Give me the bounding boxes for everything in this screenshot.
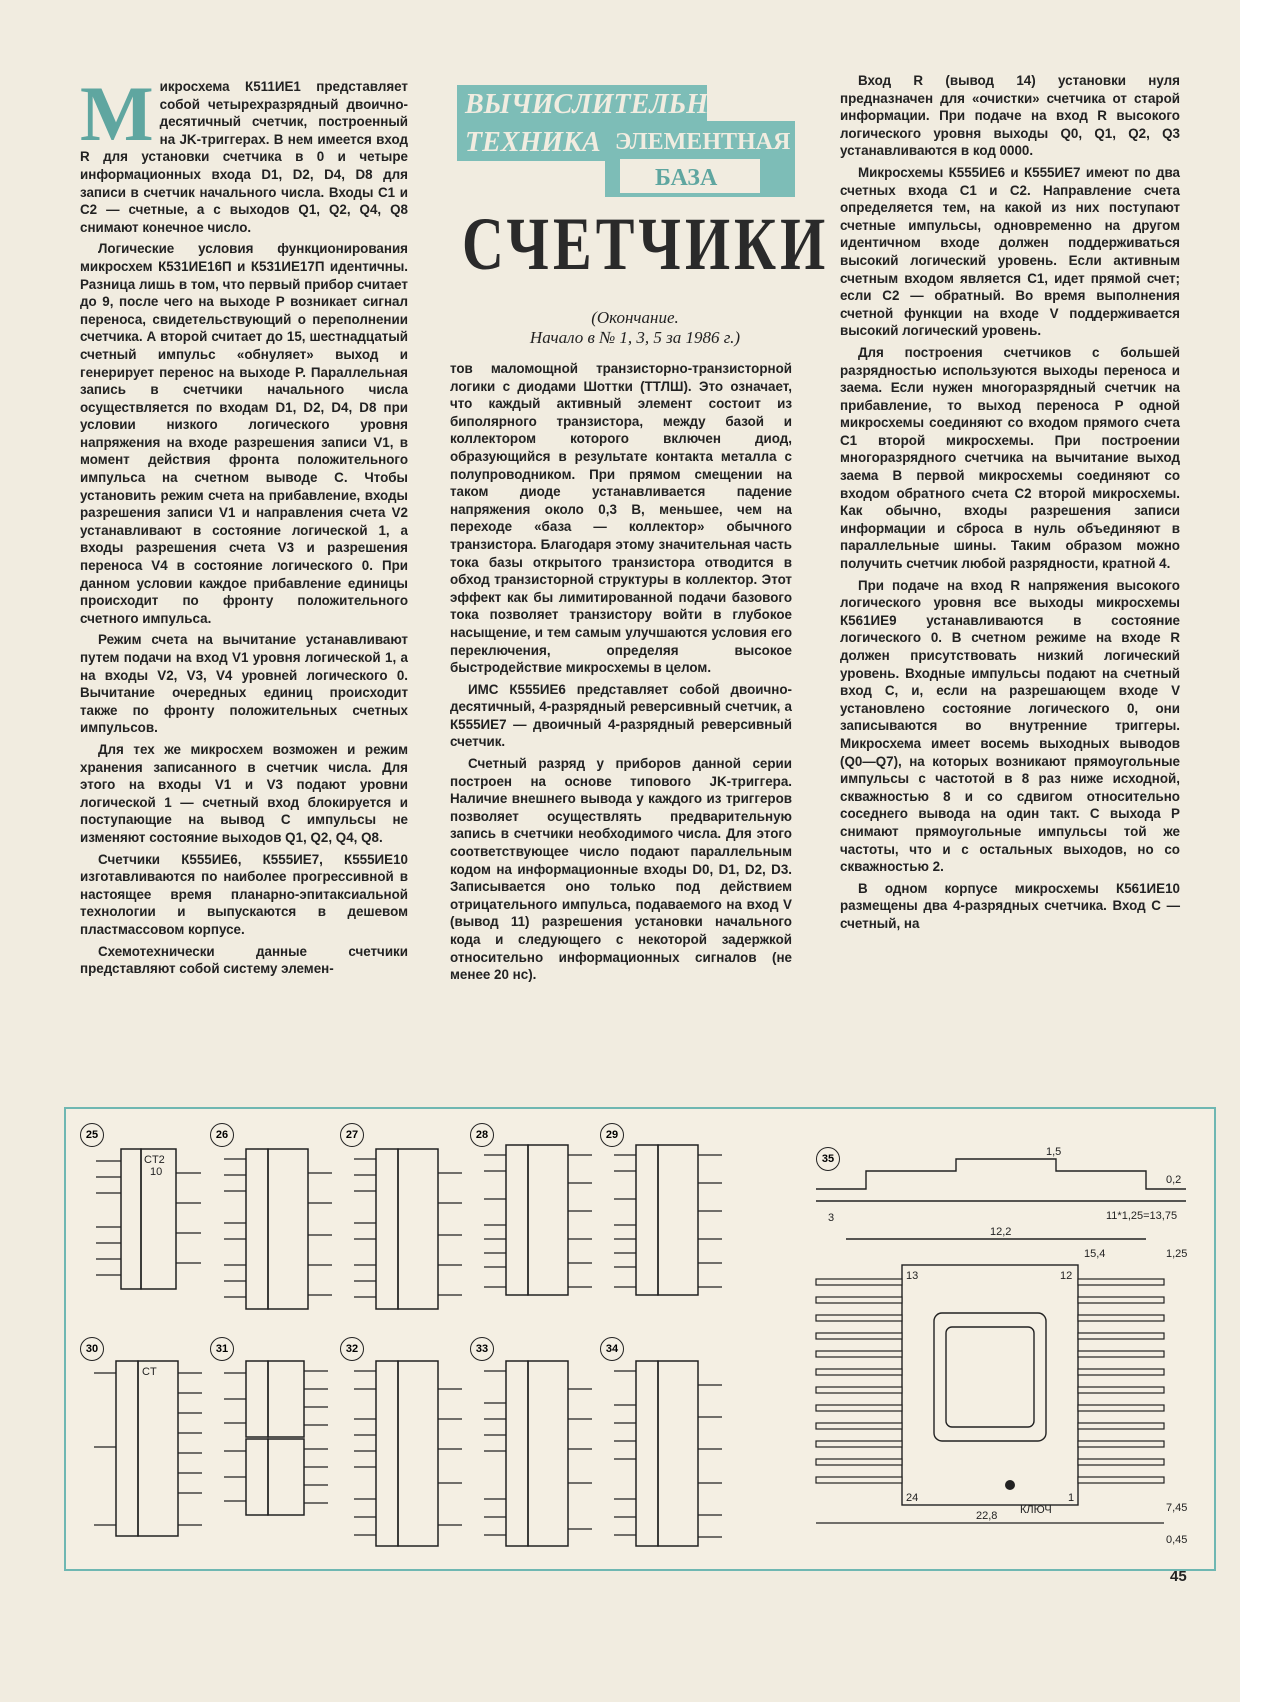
schematic-29 [606, 1139, 726, 1309]
paragraph-text: икросхема К511ИЕ1 представляет собой четырехразрядный двоично-десятичный счетчик, построенный на JK-триггерах. В нем имеется вход R для установки счетчика в 0 и четыре информационных входа D1, D2, D4, D8 для записи в счетчик начального числа. Входы C1 и C2 — счетные, а с выходов Q1, Q2, Q4, Q8 снимают конечное число. [80, 79, 408, 235]
dim-1-5: 1,5 [1046, 1146, 1062, 1158]
package-drawing [806, 1139, 1206, 1559]
paragraph: Микросхемы К555ИЕ6 и К555ИЕ7 имеют по два счетных входа C1 и C2. Направление счета определяется тем, на какой из них поступают счетные импульсы, одновременно на другом идентичном входе должен поддерживаться высокий логический уровень. Если активным счетным входом является C1, идет прямой счет; если C2 — обратный. Во время выполнения счетной функции на входе V поддерживается высокий логический уровень. [840, 164, 1180, 339]
paragraph: Счетчики К555ИЕ6, К555ИЕ7, К555ИЕ10 изготавливаются по наиболее прогрессивной в настоящее время планарно-эпитаксиальной технологии и выпускаются в дешевом пластмассовом корпусе. [80, 851, 408, 937]
dim-3: 3 [828, 1212, 835, 1224]
schematic-26 [216, 1139, 336, 1319]
schematic-27 [346, 1139, 466, 1319]
rubric-line4: БАЗА [655, 165, 718, 191]
paragraph [80, 70, 408, 236]
paragraph: Для тех же микросхем возможен и режим хранения записанного в счетчик числа. Для этого на входы V1 и V3 подают уровни логической 1 — счетный вход блокируется и поступающие на вывод C импульсы не изменяют состояние выходов Q1, Q2, Q4, Q8. [80, 741, 408, 845]
dim-22-8: 22,8 [976, 1510, 998, 1522]
figure-number-32: 32 [340, 1337, 364, 1361]
continuation-line2: Начало в № 1, 3, 5 за 1986 г.) [529, 328, 741, 347]
rubric-line1: ВЫЧИСЛИТЕЛЬНАЯ [465, 89, 747, 120]
pin-24: 24 [906, 1492, 919, 1504]
text-column-3 [840, 72, 1180, 937]
rubric-line2: ТЕХНИКА [465, 127, 601, 158]
figures-panel [64, 1107, 1216, 1571]
ct10-label: 10 [150, 1166, 163, 1178]
paragraph: В одном корпусе микросхемы К561ИЕ10 размещены два 4-разрядных счетчика. Вход C — счетный, на [840, 880, 1180, 931]
rubric-heading [455, 85, 800, 197]
schematic-34 [606, 1349, 726, 1559]
key-label: КЛЮЧ [1020, 1504, 1052, 1516]
paragraph: Счетный разряд у приборов данной серии построен на основе типового JK-триггера. Наличие внешнего вывода у каждого из триггеров позволяет осуществлять предварительную запись в счетчики необходимого числа. Для этого соответствующее число подают параллельным кодом на информационные входы D0, D1, D2, D3. Записывается оно только под действием отрицательного импульса, подаваемого на вход V (вывод 11) разрешения установки начального кода и следующего с некоторой задержкой относительно информационных сигналов (не менее 20 нс). [450, 756, 792, 983]
schematic-31 [216, 1349, 336, 1529]
ct-label: CT [142, 1366, 157, 1378]
figure-number-33: 33 [470, 1337, 494, 1361]
figure-number-30: 30 [80, 1337, 104, 1361]
dim-13-75: 11*1,25=13,75 [1106, 1210, 1178, 1222]
figure-number-25: 25 [80, 1123, 104, 1147]
dim-0-45: 0,45 [1166, 1534, 1188, 1546]
figure-number-29: 29 [600, 1123, 624, 1147]
pin-12: 12 [1060, 1270, 1073, 1282]
key-dot [1005, 1480, 1015, 1490]
figure-number-31: 31 [210, 1337, 234, 1361]
dim-12-2: 12,2 [990, 1226, 1012, 1238]
continuation-note [480, 308, 790, 348]
figure-number-27: 27 [340, 1123, 364, 1147]
schematic-25 [86, 1139, 206, 1309]
figure-number-26: 26 [210, 1123, 234, 1147]
pin-1: 1 [1068, 1492, 1075, 1504]
paragraph: Логические условия функционирования микросхем К531ИЕ16П и К531ИЕ17П идентичны. Разница лишь в том, что первый прибор считает до 9, после чего на выходе P возникает сигнал переноса, свидетельствующий о переполнении счетчика. А второй считает до 15, шестнадцатый счетный импульс «обнуляет» выход и генерирует перенос на выходе P. Параллельная запись в счетчики начального числа осуществляется по входам D1, D2, D4, D8 при условии низкого логического уровня напряжения на входе разрешения записи V1, в момент действия фронта положительного импульса на счетном выводе C. Чтобы установить режим счета на прибавление, входы разрешения записи V1 и направления счета V2 устанавливают в состояние логической 1, а входы разрешения счета V3 и разрешения переноса V4 в состояние логического 0. При данном условии каждое прибавление единицы происходит по фронту положительного счетного импульса. [80, 241, 408, 626]
dim-1-25: 1,25 [1166, 1248, 1188, 1260]
page-margin [1240, 0, 1279, 1702]
schematic-28 [476, 1139, 596, 1309]
schematic-32 [346, 1349, 466, 1559]
drop-cap: М [80, 70, 154, 157]
schematic-30 [86, 1349, 206, 1549]
figure-number-28: 28 [470, 1123, 494, 1147]
text-column-1 [80, 70, 408, 982]
paragraph: Схемотехнически данные счетчики представляют собой систему элемен- [80, 943, 408, 977]
figure-number-35: 35 [816, 1147, 840, 1171]
paragraph: При подаче на вход R напряжения высокого логического уровня все выходы микросхемы К561ИЕ9 устанавливаются в состояние логического 0. В счетном режиме на входе R должен присутствовать низкий логический уровень. Входные импульсы подают на счетный вход C, и, если на разрешающем входе V установлено состояние логического 0, они записываются во внутренние триггеры. Микросхема имеет восемь выходных выводов (Q0—Q7), на которых возникают прямоугольные импульсы с частотой в 8 раз ниже исходной, скважностью 8 и со сдвигом относительно соседнего вывода на один такт. С выхода P снимают прямоугольные импульсы той же частоты, что и с остальных выходов, но со скважностью 2. [840, 577, 1180, 875]
dim-0-2: 0,2 [1166, 1174, 1182, 1186]
paragraph: Режим счета на вычитание устанавливают путем подачи на вход V1 уровня логической 1, а на входы V2, V3, V4 уровней логического 0. Вычитание очередных единиц происходит также по фронту положительных счетных импульсов. [80, 632, 408, 736]
paragraph: Вход R (вывод 14) установки нуля предназначен для «очистки» счетчика от старой информации. При подаче на вход R высокого логического уровня выходы Q0, Q1, Q2, Q3 устанавливаются в код 0000. [840, 73, 1180, 159]
paragraph: ИМС К555ИЕ6 представляет собой двоично-десятичный, 4-разрядный реверсивный счетчик, а К555ИЕ7 — двоичный 4-разрядный реверсивный счетчик. [450, 681, 792, 750]
text-column-2 [450, 360, 792, 988]
dim-7-45: 7,45 [1166, 1502, 1188, 1514]
article-title: СЧЕТЧИКИ [462, 201, 830, 286]
paragraph: тов маломощной транзисторно-транзисторной логики с диодами Шоттки (ТТЛШ). Это означает, что каждый активный элемент состоит из биполярного транзистора, между базой и коллектором которого включен диод, образующийся в результате контакта металла с полупроводником. При прямом смещении на таком диоде устанавливается падение напряжения около 0,3 В, меньшее, чем на переходе «база — коллектор» обычного транзистора. Благодаря этому значительная часть тока базы открытого транзистора отводится в обход транзисторной структуры в коллектор. Этот эффект как бы лимитированной подачи базового тока позволяет транзистору войти в глубокое насыщение, и тем самым улучшаются условия его переключения, определяя высокое быстродействие микросхемы в целом. [450, 361, 792, 676]
rubric-line3: ЭЛЕМЕНТНАЯ [615, 129, 791, 155]
paragraph: Для построения счетчиков с большей разрядностью используются выходы переноса и заема. Если нужен многоразрядный счетчик на прибавление, то выход переноса P одной микросхемы соединяют со входом прямого счета C1 второй микросхемы. При построении многоразрядного счетчика на вычитание выход заема B первой микросхемы соединяют со входом обратного счета C2 второй микросхемы. Как обычно, входы разрешения записи информации и сброса в нуль объединяют в параллельные шины. Таким образом можно получить счетчик любой разрядности, кратной 4. [840, 344, 1180, 572]
page-number: 45 [1170, 1568, 1187, 1585]
ct2-label: CT2 [144, 1154, 165, 1166]
schematic-33 [476, 1349, 596, 1559]
pin-13: 13 [906, 1270, 919, 1282]
figure-number-34: 34 [600, 1337, 624, 1361]
continuation-line1: (Окончание. [591, 308, 679, 327]
dim-15-4: 15,4 [1084, 1248, 1106, 1260]
